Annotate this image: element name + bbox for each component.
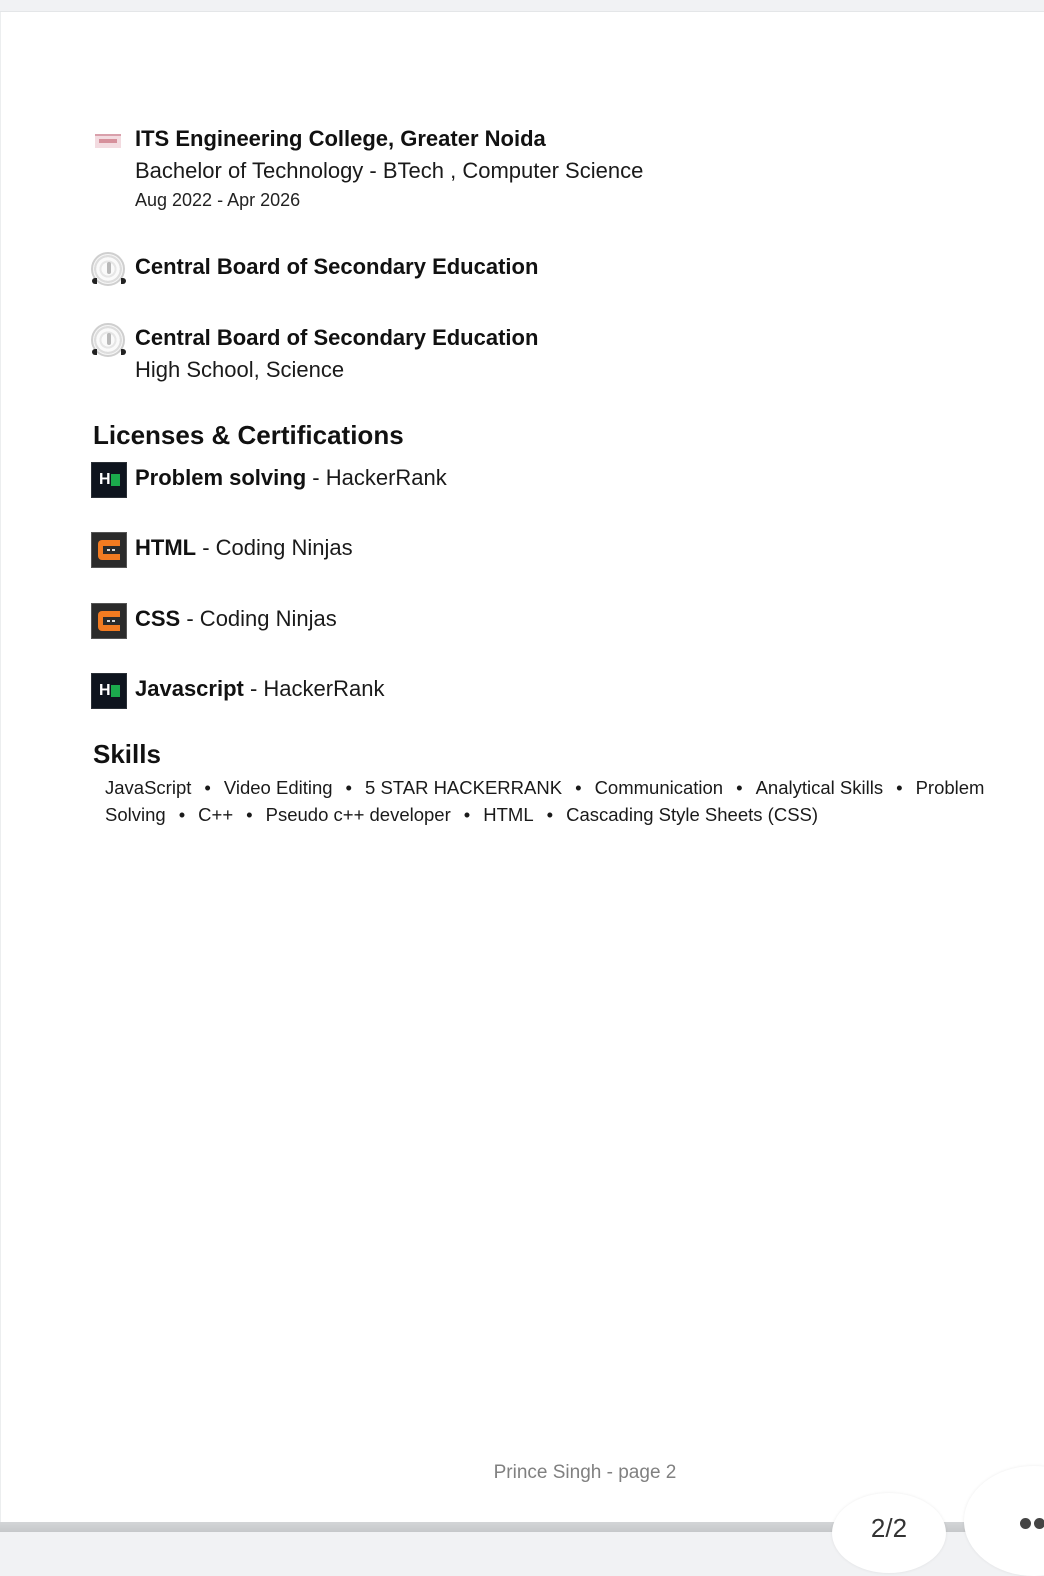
cbse-logo-icon xyxy=(91,252,125,286)
coding-ninjas-logo-icon xyxy=(91,532,127,568)
page-footer: Prince Singh - page 2 xyxy=(493,1462,677,1483)
viewer-top-bar xyxy=(0,0,1044,12)
certification-issuer: - HackerRank xyxy=(306,465,447,490)
cbse-logo-icon xyxy=(91,323,125,357)
skills-line xyxy=(105,774,1044,801)
separator: • xyxy=(246,804,253,825)
skills-line xyxy=(105,801,1044,828)
document-page xyxy=(0,12,1044,1524)
skill-item: Analytical Skills xyxy=(755,777,884,798)
separator: • xyxy=(575,777,582,798)
certification-name: Javascript xyxy=(135,676,244,701)
certification-name: CSS xyxy=(135,606,181,631)
certification-issuer: - HackerRank xyxy=(243,676,385,701)
certifications-heading: Licenses & Certifications xyxy=(93,420,404,450)
skill-item: HTML xyxy=(483,804,534,825)
separator: • xyxy=(736,777,743,798)
page-counter-badge[interactable]: 2/2 xyxy=(832,1493,946,1573)
coding-ninjas-logo-icon xyxy=(91,603,127,639)
separator: • xyxy=(463,804,471,825)
hackerrank-logo-icon: H xyxy=(91,462,127,498)
certification-name: Problem solving xyxy=(135,465,307,490)
separator: • xyxy=(345,777,353,798)
skill-item: Pseudo c++ developer xyxy=(265,804,451,825)
separator: • xyxy=(546,804,554,825)
skill-item: Solving xyxy=(105,804,166,825)
skill-item: JavaScript xyxy=(105,777,192,798)
skills-list xyxy=(105,774,1044,828)
its-college-logo-icon xyxy=(95,134,121,148)
skill-item: Video Editing xyxy=(223,777,333,798)
school-name: ITS Engineering College, Greater Noida xyxy=(135,126,546,151)
more-dots-icon xyxy=(1034,1518,1044,1529)
school-name: Central Board of Secondary Education xyxy=(135,325,539,350)
degree: Bachelor of Technology - BTech , Computer Science xyxy=(135,158,644,183)
certification-name: HTML xyxy=(135,535,197,560)
hackerrank-logo-icon: H xyxy=(91,673,127,709)
certification-issuer: - Coding Ninjas xyxy=(180,606,337,631)
skills-heading: Skills xyxy=(93,739,161,769)
separator: • xyxy=(204,777,211,798)
degree: High School, Science xyxy=(135,357,345,382)
skill-item: C++ xyxy=(198,804,234,825)
school-name: Central Board of Secondary Education xyxy=(135,254,539,279)
separator: • xyxy=(896,777,903,798)
skill-item: Cascading Style Sheets (CSS) xyxy=(566,804,819,825)
skill-item: Problem xyxy=(915,777,985,798)
certification-issuer: - Coding Ninjas xyxy=(196,535,353,560)
skill-item: 5 STAR HACKERRANK xyxy=(365,777,563,798)
skill-item: Communication xyxy=(594,777,724,798)
more-dots-icon xyxy=(1020,1518,1031,1529)
dates: Aug 2022 - Apr 2026 xyxy=(135,190,301,210)
separator: • xyxy=(178,804,186,825)
